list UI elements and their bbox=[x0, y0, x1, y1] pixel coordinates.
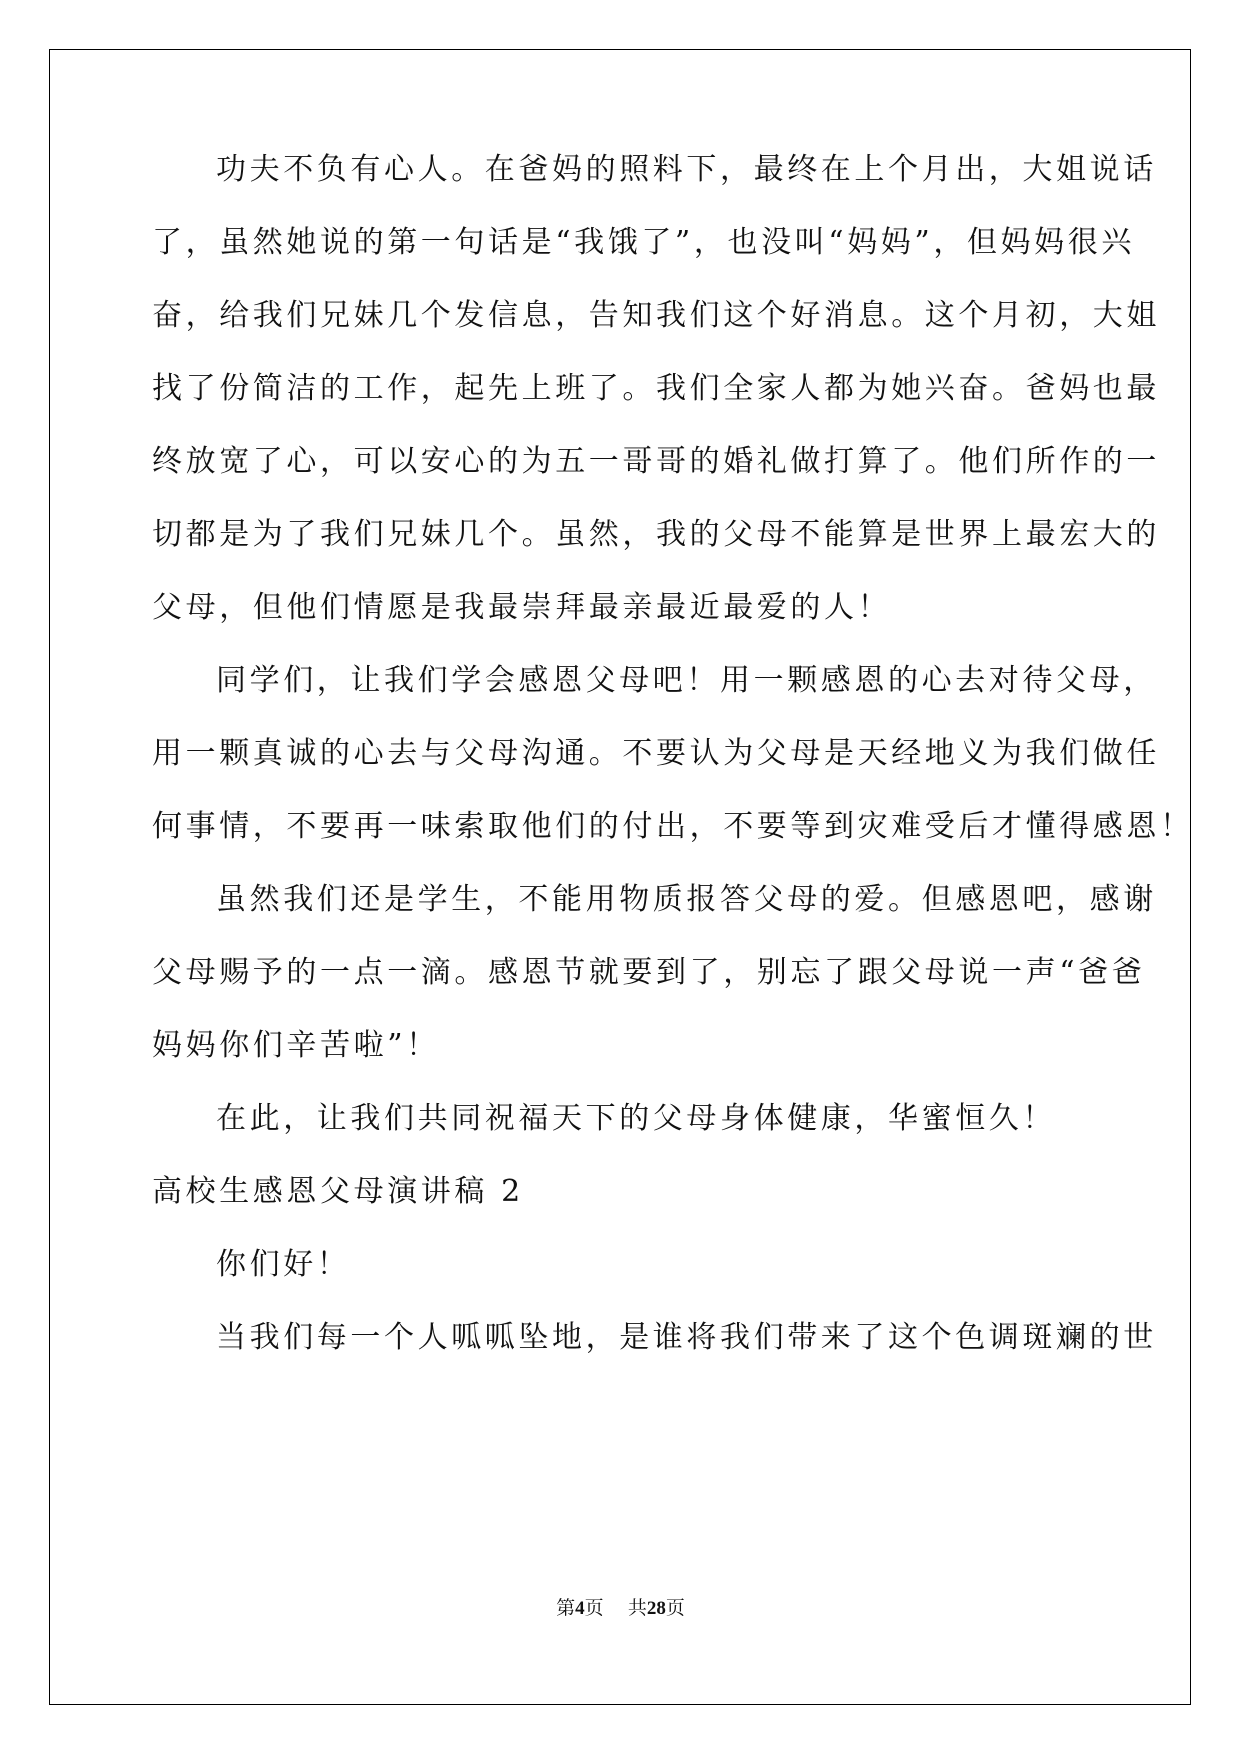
paragraph-line: 虽然我们还是学生，不能用物质报答父母的爱。但感恩吧，感谢 bbox=[216, 882, 1157, 917]
paragraph-line: 切都是为了我们兄妹几个。虽然，我的父母不能算是世界上最宏大的 bbox=[152, 517, 1160, 552]
paragraph-line: 父母赐予的一点一滴。感恩节就要到了，别忘了跟父母说一声“爸爸 bbox=[152, 955, 1146, 990]
paragraph-line: 当我们每一个人呱呱坠地，是谁将我们带来了这个色调斑斓的世 bbox=[216, 1320, 1157, 1355]
paragraph-line: 妈妈你们辛苦啦”！ bbox=[152, 1028, 440, 1063]
paragraph-line: 终放宽了心，可以安心的为五一哥哥的婚礼做打算了。他们所作的一 bbox=[152, 444, 1160, 479]
footer-prefix: 第 bbox=[556, 1597, 576, 1619]
paragraph-line: 用一颗真诚的心去与父母沟通。不要认为父母是天经地义为我们做任 bbox=[152, 736, 1160, 771]
section-heading: 高校生感恩父母演讲稿 2 bbox=[152, 1174, 524, 1209]
greeting-line: 你们好！ bbox=[216, 1247, 351, 1282]
footer-total-suffix: 页 bbox=[665, 1597, 685, 1619]
footer-page-suffix: 页 bbox=[584, 1597, 604, 1619]
paragraph-line: 奋，给我们兄妹几个发信息，告知我们这个好消息。这个月初，大姐 bbox=[152, 298, 1160, 333]
paragraph-line: 同学们，让我们学会感恩父母吧！用一颗感恩的心去对待父母， bbox=[216, 663, 1157, 698]
paragraph-line: 父母，但他们情愿是我最崇拜最亲最近最爱的人！ bbox=[152, 590, 892, 625]
paragraph-line: 何事情，不要再一味索取他们的付出，不要等到灾难受后才懂得感恩！ bbox=[152, 809, 1194, 844]
footer-page-number: 4 bbox=[575, 1598, 585, 1619]
footer-total-pages: 28 bbox=[646, 1598, 666, 1619]
paragraph-line: 在此，让我们共同祝福天下的父母身体健康，华蜜恒久！ bbox=[216, 1101, 1056, 1136]
page-footer bbox=[0, 1596, 1241, 1621]
paragraph-line: 功夫不负有心人。在爸妈的照料下，最终在上个月出，大姐说话 bbox=[216, 152, 1157, 187]
footer-total-prefix: 共 bbox=[627, 1597, 647, 1619]
paragraph-line: 了，虽然她说的第一句话是“我饿了”，也没叫“妈妈”，但妈妈很兴 bbox=[152, 225, 1135, 260]
paragraph-line: 找了份简洁的工作，起先上班了。我们全家人都为她兴奋。爸妈也最 bbox=[152, 371, 1160, 406]
